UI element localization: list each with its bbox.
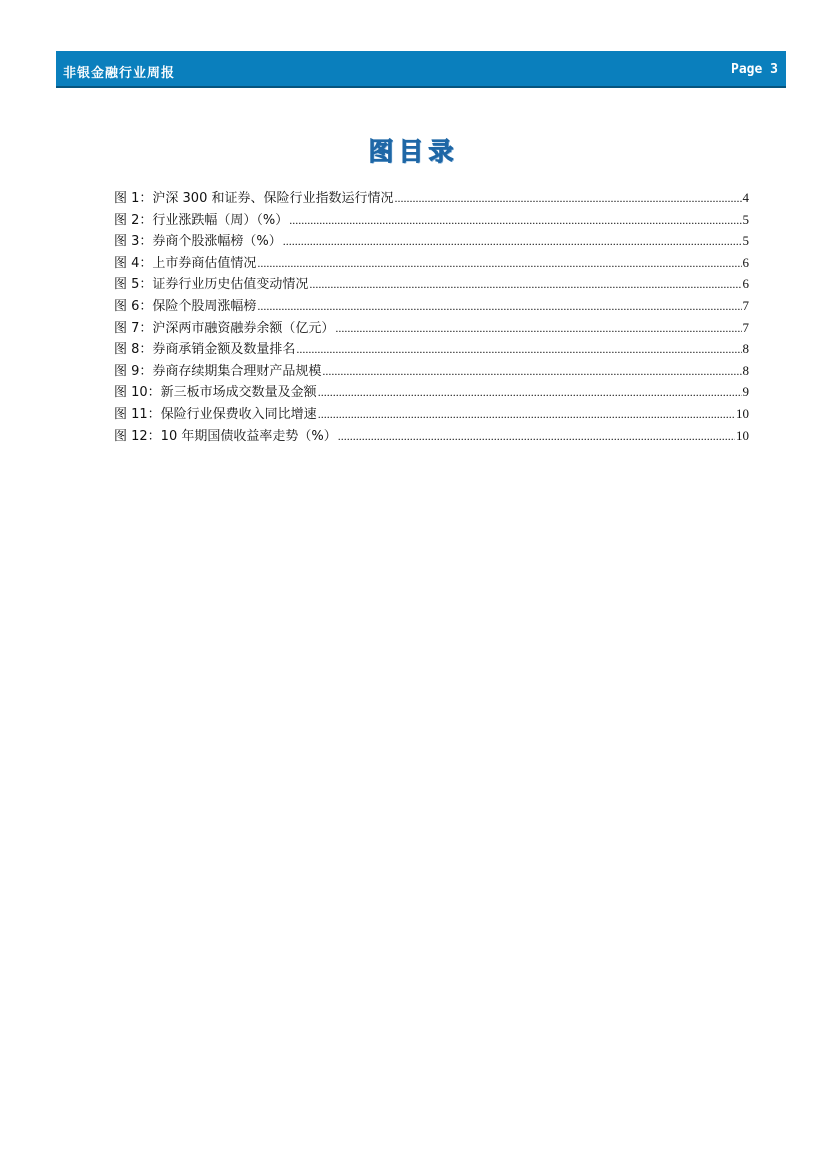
toc-entry-label: 图 5：证券行业历史估值变动情况 — [114, 277, 309, 293]
toc-entry-page: 10 — [736, 405, 749, 421]
toc-leader-dots — [283, 234, 742, 249]
toc-entry-page: 9 — [742, 384, 749, 400]
toc-entry-fig-9[interactable] — [114, 360, 749, 382]
toc-entry-page: 7 — [742, 319, 749, 335]
toc-leader-dots — [289, 213, 741, 228]
toc-entry-fig-1[interactable] — [114, 187, 749, 209]
toc-entry-fig-3[interactable] — [114, 230, 749, 252]
toc-entry-label: 图 10：新三板市场成交数量及金额 — [114, 385, 317, 401]
toc-entry-fig-6[interactable] — [114, 295, 749, 317]
page-number: Page 3 — [731, 62, 778, 77]
toc-entry-label: 图 4：上市券商估值情况 — [114, 255, 257, 271]
toc-entry-label: 图 2：行业涨跌幅（周）（%） — [114, 212, 289, 228]
toc-entry-label: 图 9：券商存续期集合理财产品规模 — [114, 363, 322, 379]
toc-entry-label: 图 3：券商个股涨幅榜（%） — [114, 234, 282, 250]
toc-entry-page: 6 — [742, 276, 749, 292]
toc-entry-fig-10[interactable] — [114, 381, 749, 403]
toc-entry-fig-12[interactable] — [114, 425, 749, 447]
toc-title: 图目录 — [368, 137, 459, 166]
toc-entry-page: 5 — [742, 211, 749, 227]
toc-entry-fig-7[interactable] — [114, 317, 749, 339]
toc-leader-dots — [338, 429, 735, 444]
toc-leader-dots — [318, 385, 742, 400]
toc-entry-fig-8[interactable] — [114, 338, 749, 360]
toc-leader-dots — [296, 342, 741, 357]
toc-entry-fig-5[interactable] — [114, 273, 749, 295]
toc-entry-page: 6 — [742, 254, 749, 270]
toc-entry-page: 8 — [742, 362, 749, 378]
toc-entry-label: 图 1：沪深 300 和证券、保险行业指数运行情况 — [114, 191, 394, 206]
toc-entry-page: 10 — [736, 427, 749, 443]
toc-entry-label: 图 12：10 年期国债收益率走势（%） — [114, 428, 337, 444]
toc-leader-dots — [257, 256, 741, 271]
toc-entry-page: 4 — [742, 190, 749, 205]
toc-entry-fig-2[interactable] — [114, 209, 749, 231]
toc-entry-page: 7 — [742, 297, 749, 313]
toc-entry-page: 5 — [742, 233, 749, 249]
toc-leader-dots — [322, 364, 741, 379]
toc-leader-dots — [318, 407, 735, 422]
toc-entry-label: 图 7：沪深两市融资融券余额（亿元） — [114, 320, 335, 336]
toc-entry-fig-11[interactable] — [114, 403, 749, 425]
toc-leader-dots — [257, 299, 741, 314]
toc-entry-fig-4[interactable] — [114, 252, 749, 274]
report-header-bar — [56, 51, 786, 88]
toc-leader-dots — [335, 321, 741, 336]
toc-entry-page: 8 — [742, 341, 749, 357]
toc-entry-label: 图 6：保险个股周涨幅榜 — [114, 298, 257, 314]
toc-entry-label: 图 11：保险行业保费收入同比增速 — [114, 406, 317, 422]
toc-entry-label: 图 8：券商承销金额及数量排名 — [114, 342, 296, 358]
figure-toc-list — [114, 187, 749, 446]
toc-leader-dots — [309, 277, 741, 292]
report-header-title: 非银金融行业周报 — [63, 66, 176, 81]
toc-leader-dots — [394, 191, 741, 206]
